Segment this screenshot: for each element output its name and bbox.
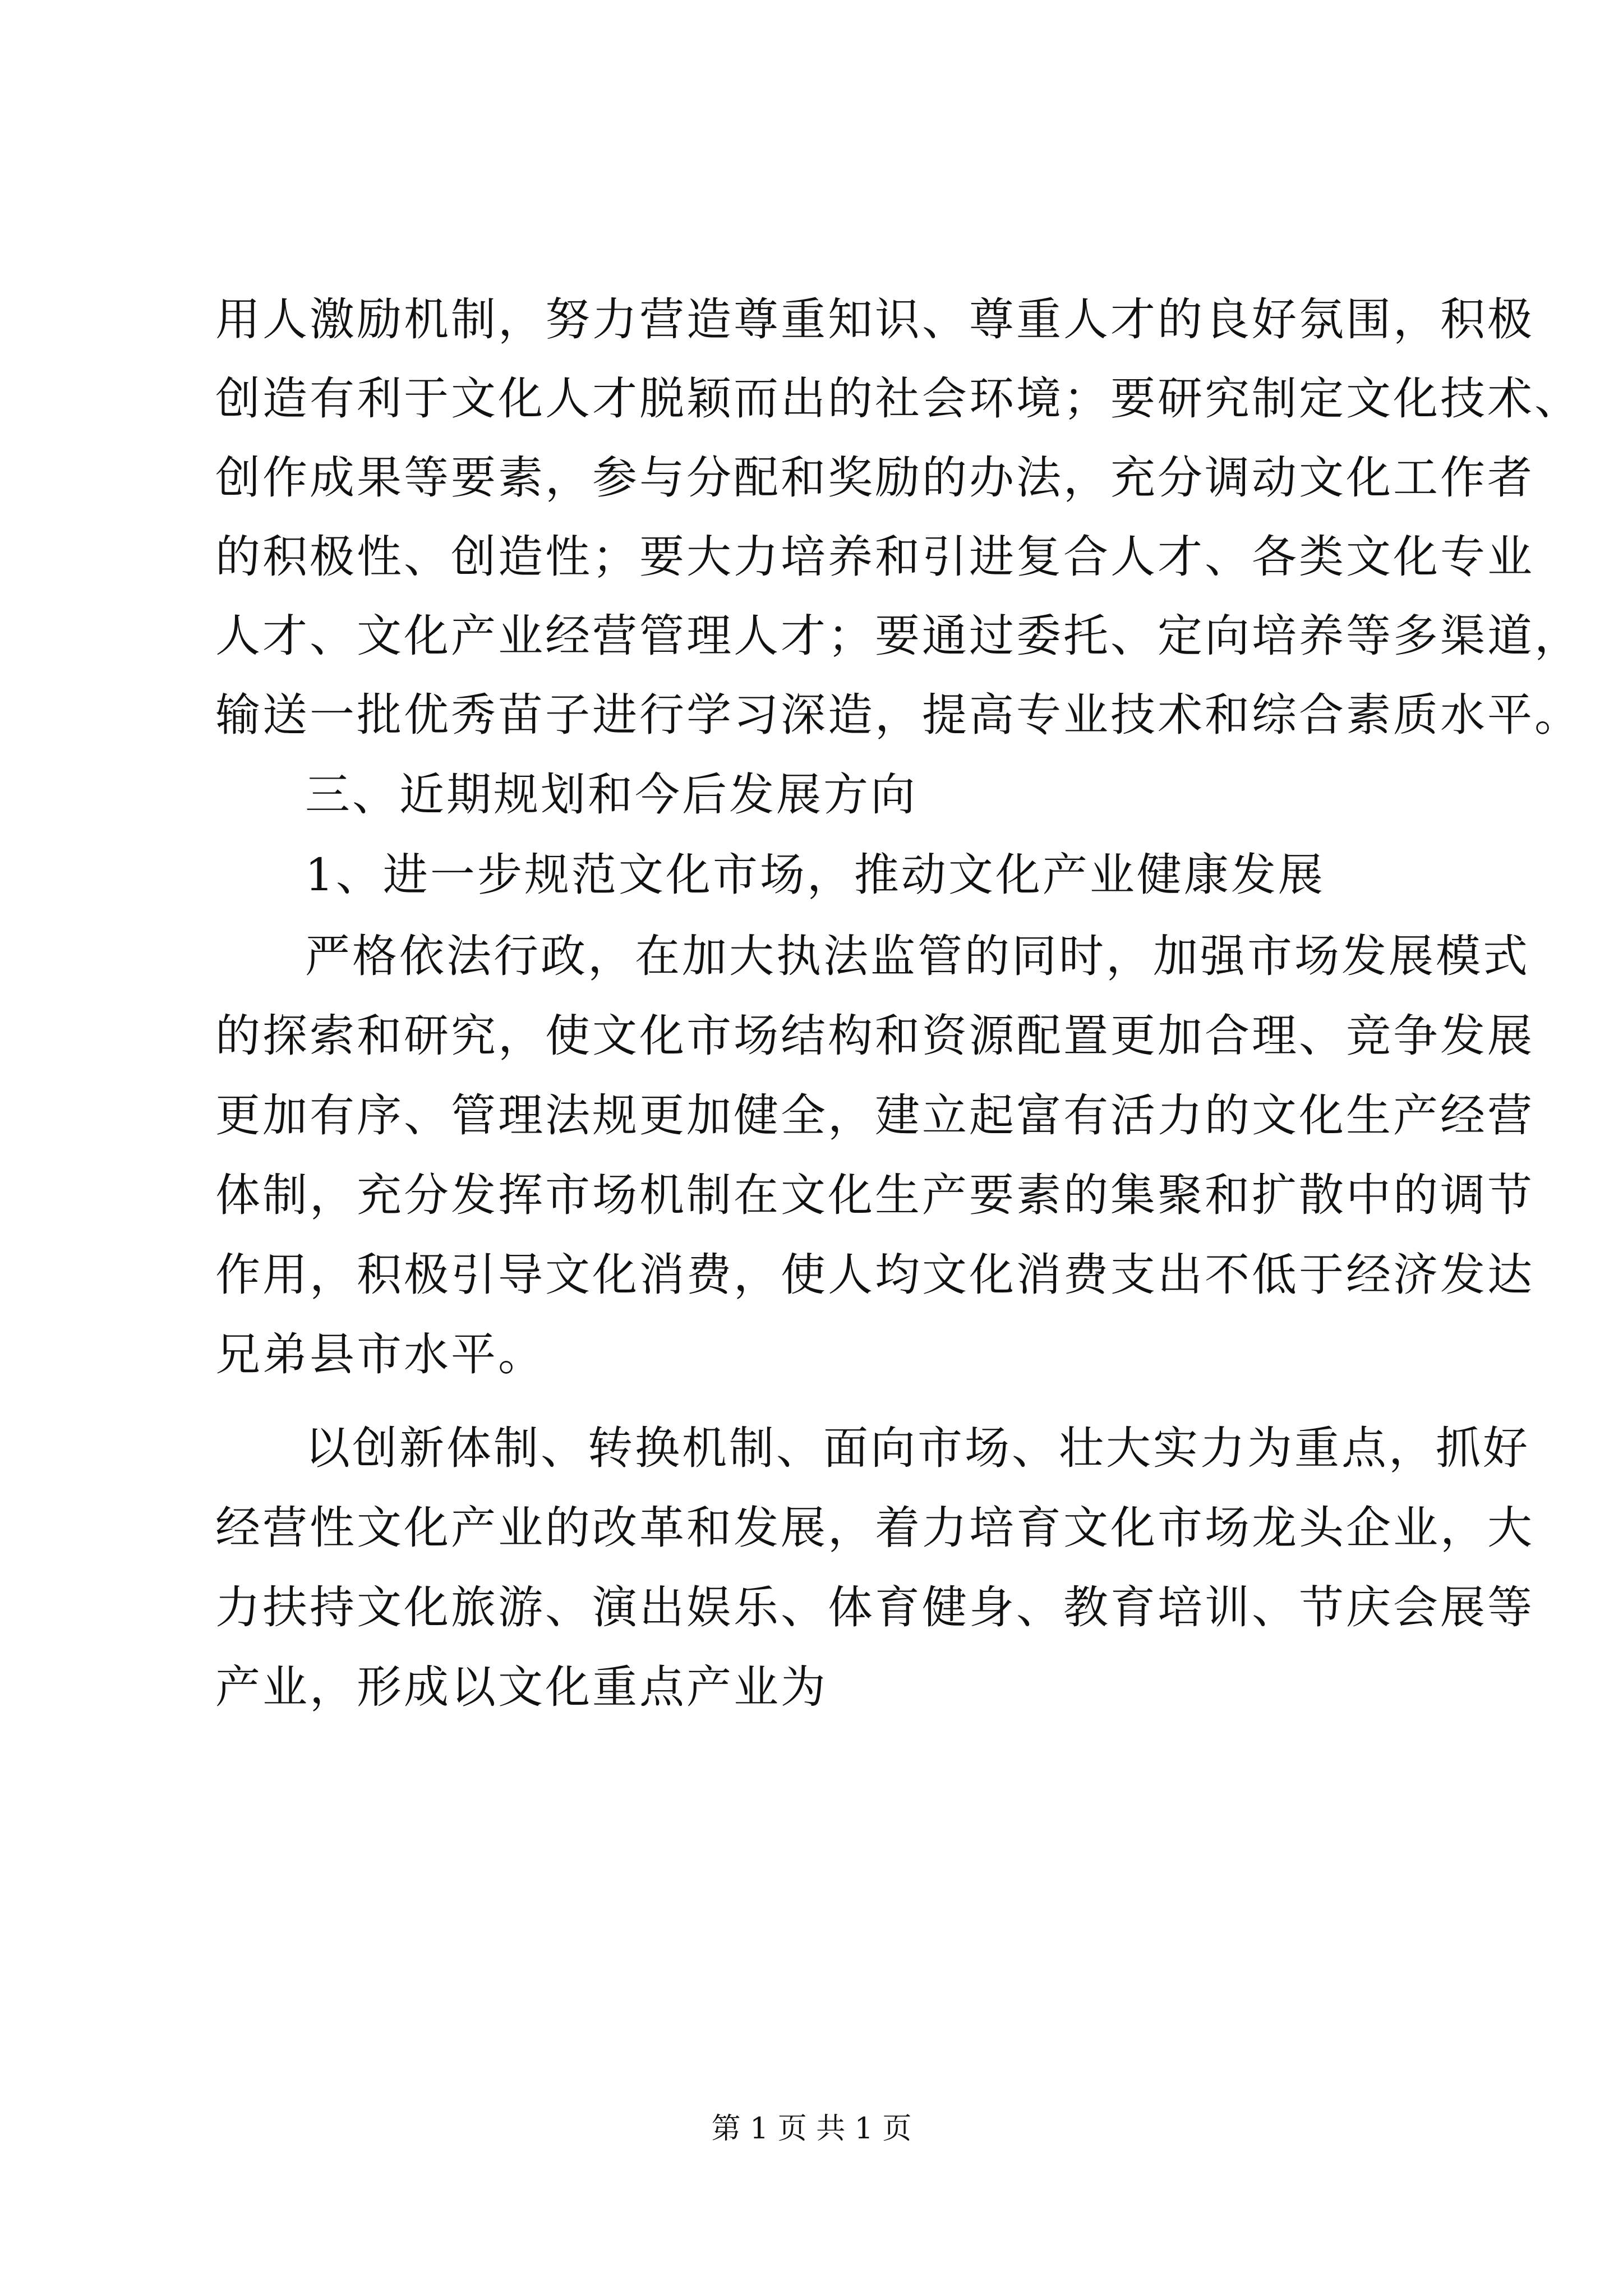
paragraph-line: 的积极性、创造性；要大力培养和引进复合人才、各类文化专业 — [215, 531, 1534, 583]
paragraph-line: 体制，充分发挥市场机制在文化生产要素的集聚和扩散中的调节 — [215, 1169, 1534, 1221]
paragraph-line: 兄弟县市水平。 — [215, 1328, 545, 1381]
paragraph-line: 用人激励机制，努力营造尊重知识、尊重人才的良好氛围，积极 — [215, 293, 1534, 346]
paragraph-line: 人才、文化产业经营管理人才；要通过委托、定向培养等多渠道， — [215, 610, 1581, 662]
paragraph-line: 严格依法行政，在加大执法监管的同时，加强市场发展模式 — [305, 930, 1530, 982]
paragraph-line: 力扶持文化旅游、演出娱乐、体育健身、教育培训、节庆会展等 — [215, 1581, 1534, 1634]
subsection-heading: 1、进一步规范文化市场，推动文化产业健康发展 — [305, 849, 1325, 901]
paragraph-line: 的探索和研究，使文化市场结构和资源配置更加合理、竞争发展 — [215, 1010, 1534, 1062]
section-heading: 三、近期规划和今后发展方向 — [305, 769, 917, 821]
paragraph-line: 经营性文化产业的改革和发展，着力培育文化市场龙头企业，大 — [215, 1502, 1534, 1554]
paragraph-line: 创造有利于文化人才脱颖而出的社会环境；要研究制定文化技术、 — [215, 372, 1581, 425]
paragraph-line: 产业，形成以文化重点产业为 — [215, 1661, 828, 1713]
paragraph-line: 输送一批优秀苗子进行学习深造，提高专业技术和综合素质水平。 — [215, 689, 1581, 741]
paragraph-line: 创作成果等要素，参与分配和奖励的办法，充分调动文化工作者 — [215, 452, 1534, 504]
paragraph-line: 作用，积极引导文化消费，使人均文化消费支出不低于经济发达 — [215, 1249, 1534, 1301]
paragraph-line: 更加有序、管理法规更加健全，建立起富有活力的文化生产经营 — [215, 1089, 1534, 1142]
page-number-footer: 第 1 页 共 1 页 — [711, 2112, 912, 2146]
paragraph-line: 以创新体制、转换机制、面向市场、壮大实力为重点，抓好 — [305, 1422, 1530, 1474]
